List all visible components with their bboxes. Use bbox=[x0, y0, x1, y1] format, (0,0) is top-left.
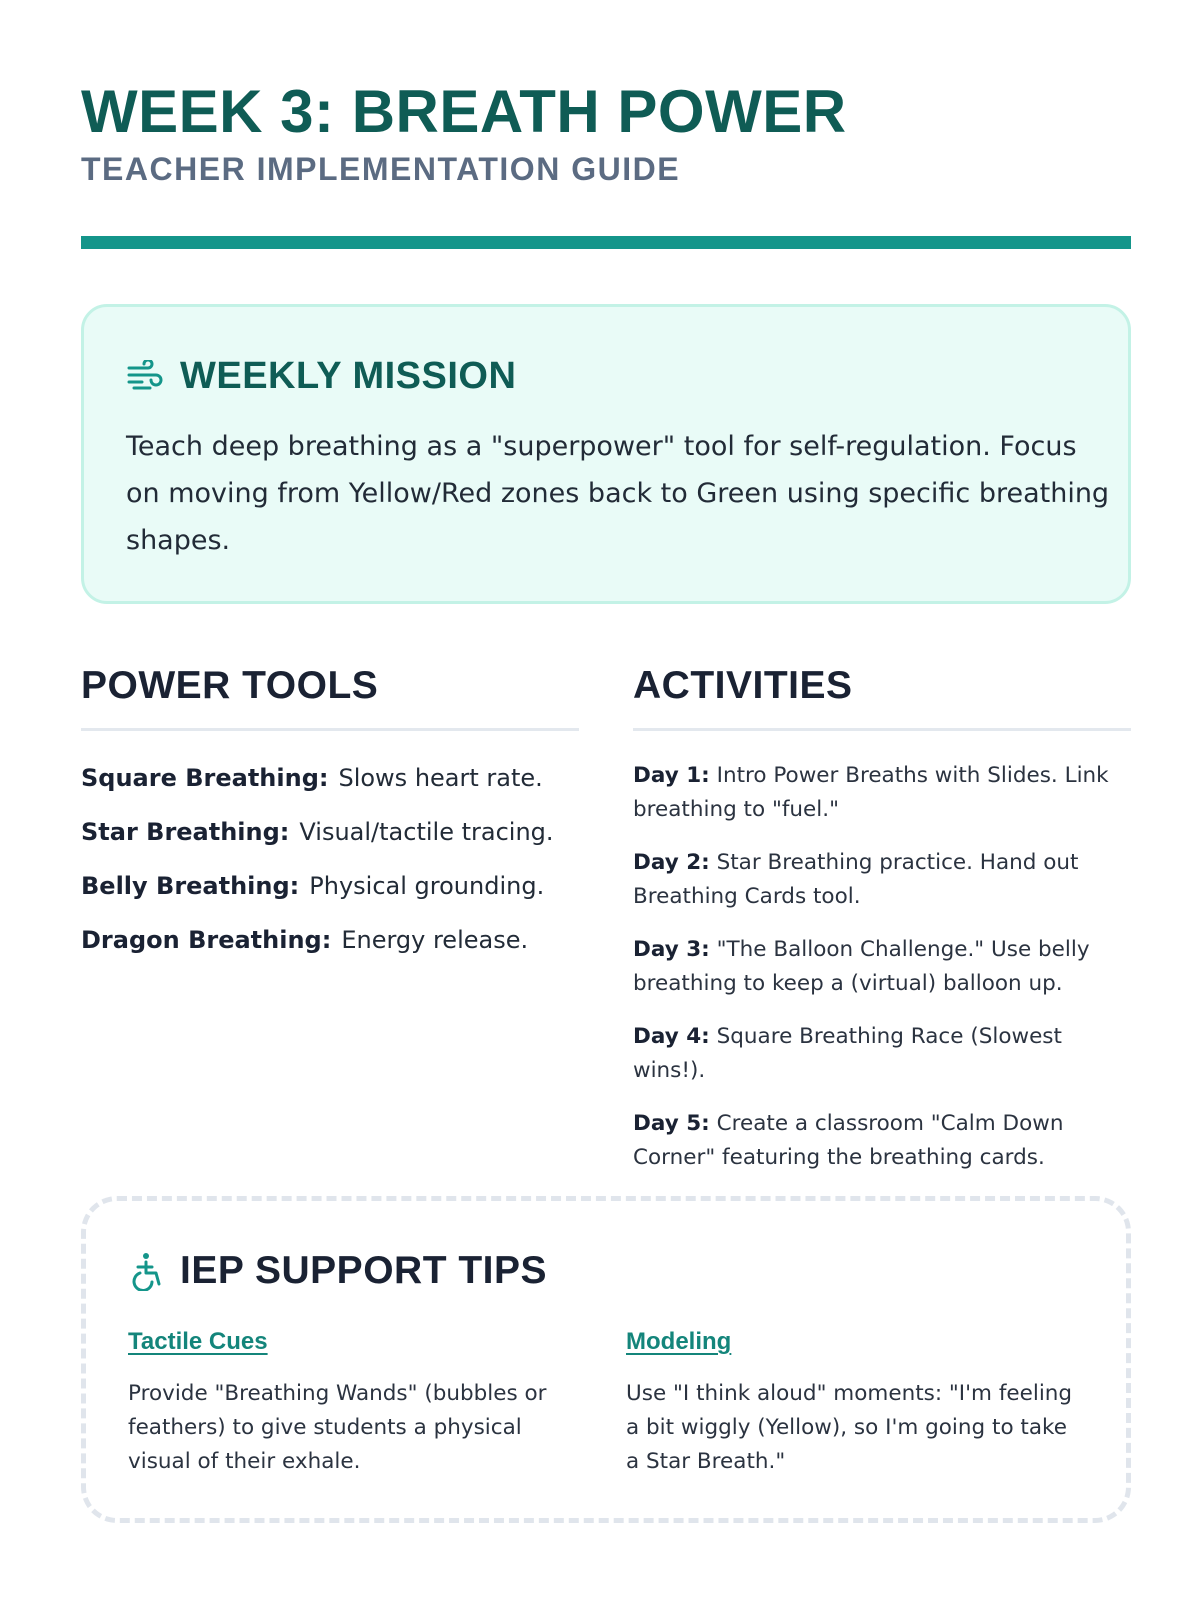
tip-tactile-cues bbox=[128, 1327, 578, 1479]
accessibility-icon bbox=[128, 1251, 164, 1291]
tip-text: Provide "Breathing Wands" (bubbles or feathers) to give students a physical visual of their exhale. bbox=[128, 1381, 547, 1474]
power-tools-heading: POWER TOOLS bbox=[81, 664, 379, 707]
activity-item bbox=[633, 1020, 1131, 1088]
activity-day: Day 3: bbox=[633, 937, 710, 962]
tool-item bbox=[81, 817, 579, 847]
power-tools-divider bbox=[81, 728, 579, 731]
tool-item bbox=[81, 871, 579, 901]
activity-text: Square Breathing Race (Slowest wins!). bbox=[633, 1024, 1062, 1083]
page-subtitle: TEACHER IMPLEMENTATION GUIDE bbox=[81, 151, 681, 187]
iep-header bbox=[128, 1249, 547, 1293]
page-title: WEEK 3: BREATH POWER bbox=[81, 78, 847, 145]
mission-text: Teach deep breathing as a "superpower" tool for self-regulation. Focus on moving from Yellow/Red zones back to Green using specific breathing shapes. bbox=[126, 431, 1110, 556]
activity-day: Day 4: bbox=[633, 1024, 710, 1049]
tool-item bbox=[81, 925, 579, 955]
tip-text: Use "I think aloud" moments: "I'm feeling a bit wiggly (Yellow), so I'm going to take a Star Breath." bbox=[626, 1381, 1073, 1474]
activity-text: Create a classroom "Calm Down Corner" featuring the breathing cards. bbox=[633, 1111, 1064, 1170]
header-divider bbox=[81, 236, 1131, 249]
activity-item bbox=[633, 846, 1131, 914]
activity-text: Intro Power Breaths with Slides. Link breathing to "fuel." bbox=[633, 763, 1109, 822]
activity-day: Day 2: bbox=[633, 850, 710, 875]
tip-title: Tactile Cues bbox=[128, 1328, 268, 1355]
tool-item bbox=[81, 763, 579, 793]
activities-section bbox=[633, 662, 1131, 1194]
activities-divider bbox=[633, 728, 1131, 731]
tool-desc: Slows heart rate. bbox=[338, 764, 543, 792]
weekly-mission-card bbox=[81, 304, 1131, 604]
power-tools-list bbox=[81, 763, 579, 955]
tool-desc: Visual/tactile tracing. bbox=[299, 818, 554, 846]
activity-text: "The Balloon Challenge." Use belly breathing to keep a (virtual) balloon up. bbox=[633, 937, 1090, 996]
tip-title: Modeling bbox=[626, 1328, 732, 1355]
activity-item bbox=[633, 933, 1131, 1001]
tool-name: Belly Breathing: bbox=[81, 872, 300, 900]
iep-heading: IEP SUPPORT TIPS bbox=[180, 1249, 548, 1292]
tool-desc: Energy release. bbox=[341, 926, 529, 954]
mission-header bbox=[126, 355, 516, 398]
activity-day: Day 5: bbox=[633, 1111, 710, 1136]
activities-list bbox=[633, 759, 1131, 1175]
activity-item bbox=[633, 759, 1131, 827]
iep-support-card bbox=[81, 1196, 1131, 1523]
activities-heading: ACTIVITIES bbox=[633, 664, 853, 707]
tool-name: Dragon Breathing: bbox=[81, 926, 332, 954]
tool-name: Square Breathing: bbox=[81, 764, 329, 792]
tool-desc: Physical grounding. bbox=[309, 872, 545, 900]
mission-heading: WEEKLY MISSION bbox=[180, 355, 517, 397]
activity-day: Day 1: bbox=[633, 763, 710, 788]
wind-icon bbox=[126, 360, 166, 394]
activity-text: Star Breathing practice. Hand out Breathing Cards tool. bbox=[633, 850, 1079, 909]
activity-item bbox=[633, 1107, 1131, 1175]
tip-modeling bbox=[626, 1327, 1076, 1479]
power-tools-section bbox=[81, 662, 579, 979]
tool-name: Star Breathing: bbox=[81, 818, 290, 846]
